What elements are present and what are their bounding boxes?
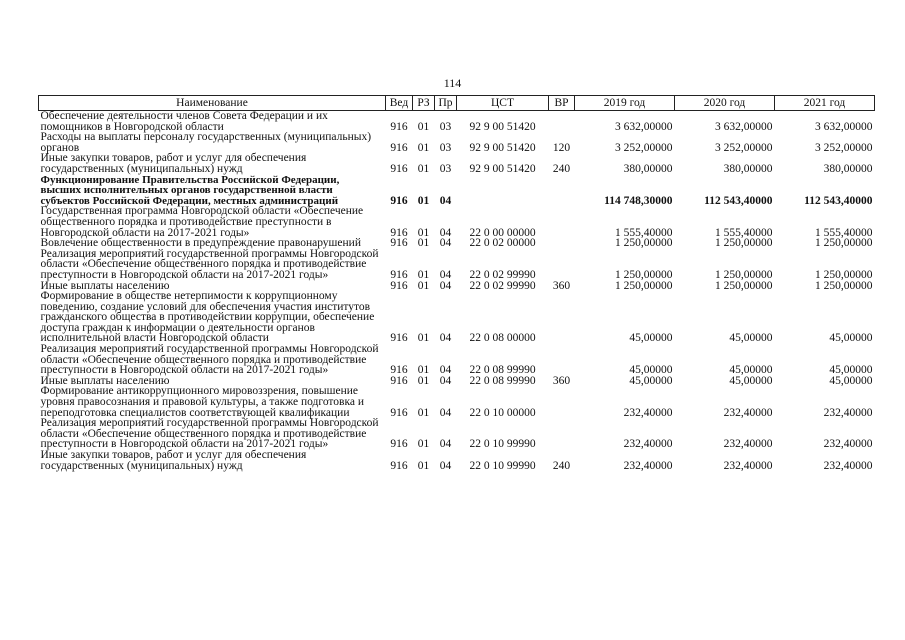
cell-pr: 04	[439, 459, 452, 472]
cell-rz: 01	[417, 364, 430, 377]
cell-ved: 916	[390, 374, 408, 387]
cell-rz: 01	[417, 237, 430, 250]
cell-pr: 04	[439, 364, 452, 377]
cell-2019: 380,00000	[623, 162, 673, 175]
cell-pr: 04	[439, 406, 452, 419]
cell-name: Государственная программа Новгородской области «Обеспечение общественного порядка и противодействие преступности в Новгородской области на 2017-2021 годы»	[40, 205, 364, 239]
cell-2021: 1 250,00000	[815, 268, 873, 281]
table-header	[39, 96, 875, 111]
cell-ved: 916	[390, 194, 408, 207]
cell-2021: 112 543,40000	[804, 194, 873, 207]
table-row	[39, 175, 875, 207]
table-row	[39, 418, 875, 450]
table-row	[39, 111, 875, 133]
cell-2020: 1 250,00000	[715, 237, 773, 250]
cell-2019: 232,40000	[623, 459, 673, 472]
cell-2021: 1 250,00000	[815, 279, 873, 292]
cell-vr: 240	[552, 459, 571, 472]
cell-vr	[549, 111, 575, 133]
header-pr: Пр	[435, 96, 457, 111]
table-row	[39, 386, 875, 418]
budget-table	[38, 95, 875, 471]
cell-cst: 22 0 02 00000	[469, 237, 536, 250]
cell-name: Формирование в обществе нетерпимости к коррупционному поведению, создание условий для обеспечения участия институтов гражданского общества в противодействии коррупции, обеспечение доступа граждан к информации о деятельности органов исполнительной власти Новгородской области	[40, 290, 375, 345]
cell-2021: 1 250,00000	[815, 237, 873, 250]
cell-2019: 1 250,00000	[615, 279, 673, 292]
cell-cst: 22 0 10 99990	[469, 438, 536, 451]
cell-2020: 45,00000	[729, 374, 773, 387]
cell-rz: 01	[417, 332, 430, 345]
cell-pr: 04	[439, 438, 452, 451]
cell-2021: 232,40000	[823, 406, 873, 419]
table-row	[39, 450, 875, 471]
table-row	[39, 344, 875, 376]
cell-2020: 1 250,00000	[715, 268, 773, 281]
cell-2021: 3 252,00000	[815, 141, 873, 154]
cell-pr: 04	[439, 226, 452, 239]
cell-cst: 22 0 00 00000	[469, 226, 536, 239]
cell-ved: 916	[390, 237, 408, 250]
cell-vr	[549, 249, 575, 281]
cell-name: Вовлечение общественности в предупреждение правонарушений	[40, 237, 361, 250]
cell-2019: 45,00000	[629, 374, 673, 387]
cell-name: Обеспечение деятельности членов Совета Федерации и их помощников в Новгородской области	[40, 110, 328, 133]
cell-ved: 916	[390, 226, 408, 239]
cell-2020: 112 543,40000	[704, 194, 773, 207]
cell-vr: 360	[552, 374, 571, 387]
cell-cst: 92 9 00 51420	[469, 162, 536, 175]
cell-pr: 04	[439, 237, 452, 250]
cell-name: Реализация мероприятий государственной программы Новгородской области «Обеспечение общественного порядка и противодействие преступности в Новгородской области на 2017-2021 годы»	[40, 247, 379, 281]
cell-rz: 01	[417, 226, 430, 239]
cell-2020: 3 632,00000	[715, 120, 773, 133]
cell-name: Расходы на выплаты персоналу государственных (муниципальных) органов	[40, 131, 372, 154]
cell-2020: 45,00000	[729, 364, 773, 377]
cell-ved: 916	[390, 364, 408, 377]
cell-2021: 380,00000	[823, 162, 873, 175]
cell-2019: 232,40000	[623, 406, 673, 419]
cell-ved: 916	[390, 268, 408, 281]
cell-2019: 1 555,40000	[615, 226, 673, 239]
cell-rz: 01	[417, 459, 430, 472]
cell-rz: 01	[417, 162, 430, 175]
cell-cst: 22 0 10 99990	[469, 459, 536, 472]
cell-2020: 232,40000	[723, 438, 773, 451]
header-row	[39, 96, 875, 111]
cell-pr: 04	[439, 332, 452, 345]
cell-vr: 360	[552, 279, 571, 292]
cell-ved: 916	[390, 141, 408, 154]
header-2019: 2019 год	[575, 96, 675, 111]
cell-vr	[549, 175, 575, 207]
cell-vr	[549, 344, 575, 376]
cell-2021: 232,40000	[823, 438, 873, 451]
header-rz: РЗ	[413, 96, 435, 111]
header-vr: ВР	[549, 96, 575, 111]
cell-2021: 3 632,00000	[815, 120, 873, 133]
table-body	[39, 111, 875, 472]
table-row	[39, 249, 875, 281]
cell-vr	[549, 238, 575, 249]
cell-2019: 232,40000	[623, 438, 673, 451]
cell-rz: 01	[417, 268, 430, 281]
cell-rz: 01	[417, 438, 430, 451]
cell-pr: 04	[439, 279, 452, 292]
cell-ved: 916	[390, 162, 408, 175]
cell-ved: 916	[390, 332, 408, 345]
cell-cst: 22 0 02 99990	[469, 268, 536, 281]
cell-2020: 1 250,00000	[715, 279, 773, 292]
cell-name: Реализация мероприятий государственной программы Новгородской области «Обеспечение общественного порядка и противодействие преступности в Новгородской области на 2017-2021 годы»	[40, 343, 379, 377]
cell-2020: 232,40000	[723, 459, 773, 472]
cell-2021: 45,00000	[829, 374, 873, 387]
cell-vr	[549, 386, 575, 418]
header-2021: 2021 год	[775, 96, 875, 111]
cell-pr: 04	[439, 194, 452, 207]
cell-name: Иные выплаты населению	[40, 374, 170, 387]
cell-2021: 1 555,40000	[815, 226, 873, 239]
cell-pr: 03	[439, 162, 452, 175]
cell-2021: 232,40000	[823, 459, 873, 472]
cell-pr: 04	[439, 374, 452, 387]
cell-name: Функционирование Правительства Российской Федерации, высших исполнительных органов государственной власти субъектов Российской Федерации, местных администраций	[40, 173, 340, 207]
cell-cst: 22 0 10 00000	[469, 406, 536, 419]
cell-cst: 22 0 08 99990	[469, 364, 536, 377]
cell-2020: 380,00000	[723, 162, 773, 175]
cell-2019: 114 748,30000	[604, 194, 673, 207]
cell-cst: 92 9 00 51420	[469, 120, 536, 133]
cell-cst: 92 9 00 51420	[469, 141, 536, 154]
cell-rz: 01	[417, 194, 430, 207]
cell-2019: 1 250,00000	[615, 268, 673, 281]
cell-ved: 916	[390, 120, 408, 133]
cell-pr: 03	[439, 120, 452, 133]
cell-ved: 916	[390, 459, 408, 472]
header-ved: Вед	[386, 96, 413, 111]
cell-2020: 3 252,00000	[715, 141, 773, 154]
cell-2019: 1 250,00000	[615, 237, 673, 250]
cell-ved: 916	[390, 438, 408, 451]
header-cst: ЦСТ	[457, 96, 549, 111]
cell-rz: 01	[417, 120, 430, 133]
cell-2019: 45,00000	[629, 364, 673, 377]
cell-name: Формирование антикоррупционного мировоззрения, повышение уровня правосознания и правовой культуры, а также подготовка и переподготовка специалистов соответствующей квалификации	[40, 385, 365, 419]
cell-ved: 916	[390, 406, 408, 419]
cell-2020: 232,40000	[723, 406, 773, 419]
cell-rz: 01	[417, 141, 430, 154]
cell-2019: 3 632,00000	[615, 120, 673, 133]
cell-cst	[457, 175, 549, 207]
cell-rz: 01	[417, 374, 430, 387]
cell-2020: 1 555,40000	[715, 226, 773, 239]
cell-pr: 04	[439, 268, 452, 281]
table-row	[39, 291, 875, 344]
cell-2020: 45,00000	[729, 332, 773, 345]
cell-pr: 03	[439, 141, 452, 154]
cell-vr: 240	[552, 162, 571, 175]
table-row	[39, 206, 875, 238]
cell-vr	[549, 206, 575, 238]
cell-cst: 22 0 02 99990	[469, 279, 536, 292]
cell-2019: 3 252,00000	[615, 141, 673, 154]
table-row	[39, 132, 875, 153]
cell-rz: 01	[417, 406, 430, 419]
cell-2021: 45,00000	[829, 332, 873, 345]
cell-ved: 916	[390, 279, 408, 292]
cell-vr: 120	[552, 141, 571, 154]
cell-2019: 45,00000	[629, 332, 673, 345]
header-2020: 2020 год	[675, 96, 775, 111]
cell-name: Иные закупки товаров, работ и услуг для обеспечения государственных (муниципальных) нужд	[40, 152, 307, 175]
header-name: Наименование	[39, 96, 386, 111]
cell-name: Иные закупки товаров, работ и услуг для обеспечения государственных (муниципальных) нужд	[40, 449, 307, 472]
cell-2021: 45,00000	[829, 364, 873, 377]
cell-cst: 22 0 08 00000	[469, 332, 536, 345]
cell-cst: 22 0 08 99990	[469, 374, 536, 387]
page-number: 114	[443, 76, 462, 90]
table-row	[39, 153, 875, 174]
cell-vr	[549, 418, 575, 450]
cell-name: Реализация мероприятий государственной программы Новгородской области «Обеспечение общественного порядка и противодействие преступности в Новгородской области на 2017-2021 годы»	[40, 417, 379, 451]
cell-rz: 01	[417, 279, 430, 292]
cell-vr	[549, 291, 575, 344]
cell-name: Иные выплаты населению	[40, 279, 170, 292]
